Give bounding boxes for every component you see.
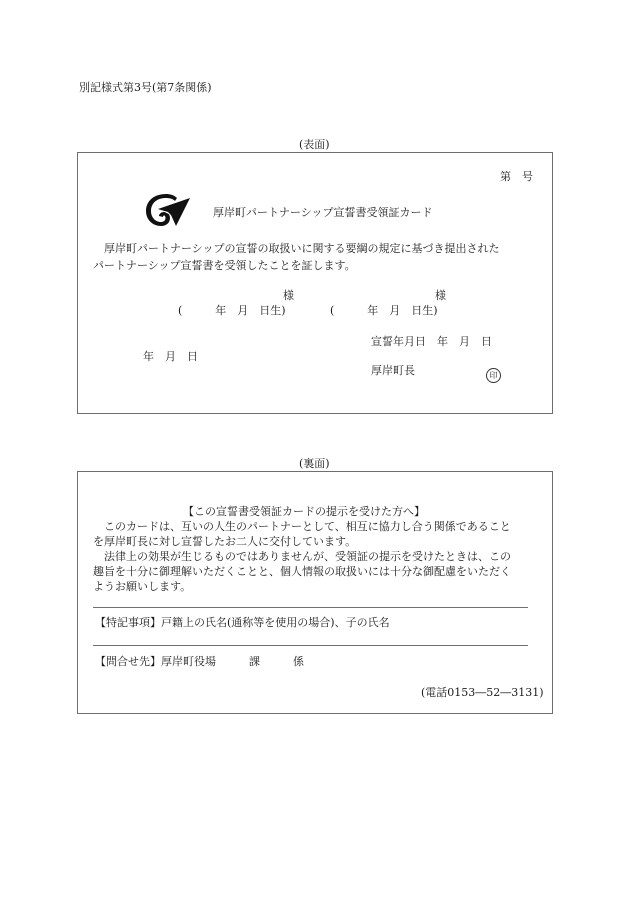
person1-honorific: 様 [283, 289, 294, 302]
contact-info: 【問合せ先】厚岸町役場 課 係 [95, 655, 304, 668]
divider-2 [93, 645, 528, 646]
notice-para2-line1: 法律上の効果が生じるものではありませんが、受領証の提示を受けたときは、この [93, 550, 511, 563]
notice-para2-line2: 趣旨を十分に御理解いただくことと、個人情報の取扱いには十分な御配慮をいただく [93, 565, 511, 578]
notice-para1-line2: を厚岸町長に対し宣誓したお二人に交付しています。 [93, 535, 357, 548]
issue-date: 年 月 日 [143, 350, 198, 363]
card-title: 厚岸町パートナーシップ宣誓書受領証カード [213, 206, 433, 219]
certification-line-2: パートナーシップ宣誓書を受領したことを証します。 [93, 259, 356, 272]
phone-number: (電話0153―52―3131) [421, 686, 544, 699]
person2-birthdate: ( 年 月 日生) [330, 304, 438, 317]
oath-date: 宣誓年月日 年 月 日 [371, 335, 492, 348]
front-section-label: (表面) [299, 138, 330, 151]
form-label: 別記様式第3号(第7条関係) [79, 81, 212, 94]
person2-honorific: 様 [435, 289, 446, 302]
card-number-label: 第 号 [500, 170, 533, 183]
mayor-label: 厚岸町長 [371, 364, 415, 377]
notice-para1-line1: このカードは、互いの人生のパートナーとして、相互に協力し合う関係であること [93, 520, 511, 533]
notice-para2-line3: ようお願いします。 [93, 580, 192, 593]
person1-birthdate: ( 年 月 日生) [178, 304, 286, 317]
seal-mark-icon [486, 363, 501, 383]
back-heading: 【この宣誓書受領証カードの提示を受けた方へ】 [183, 505, 425, 518]
town-emblem-icon [144, 192, 192, 228]
divider-1 [93, 607, 528, 608]
special-notes: 【特記事項】戸籍上の氏名(通称等を使用の場合)、子の氏名 [95, 616, 390, 629]
certification-line-1: 厚岸町パートナーシップの宣誓の取扱いに関する要綱の規定に基づき提出された [93, 242, 500, 255]
seal-text: 印 [486, 368, 501, 383]
back-section-label: (裏面) [299, 457, 330, 470]
